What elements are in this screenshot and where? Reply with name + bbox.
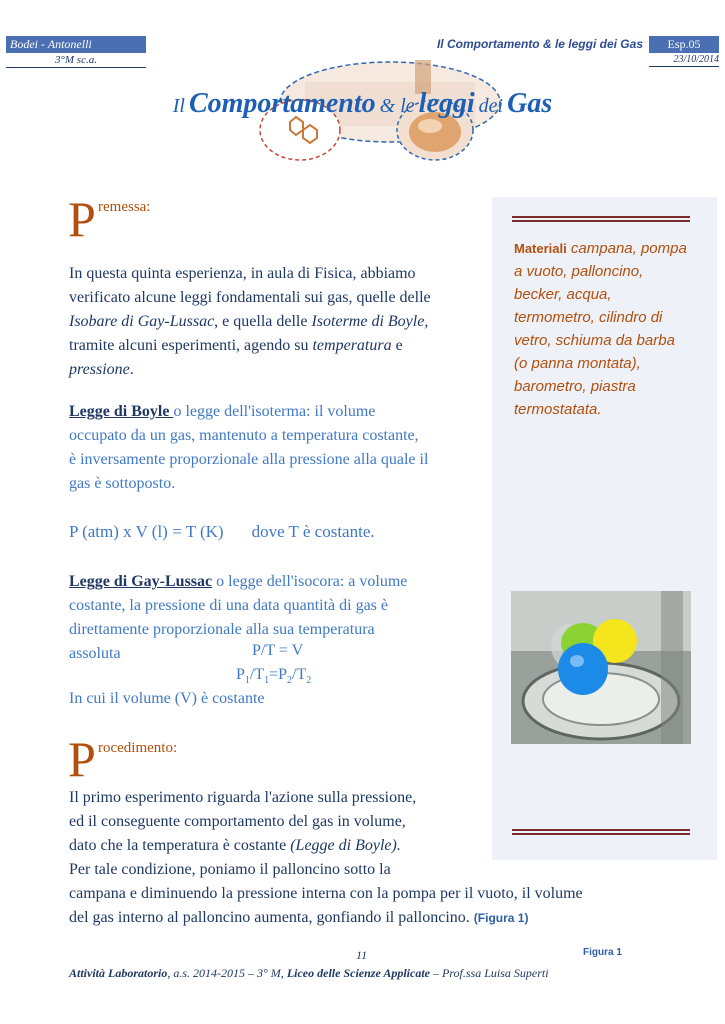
- title-word: Il: [172, 95, 185, 117]
- text-line: [69, 570, 407, 594]
- premessa-paragraph: [69, 262, 431, 382]
- procedimento-dropcap: P: [68, 731, 96, 787]
- footer-school: Liceo delle Scienze Applicate: [286, 966, 430, 980]
- text-line: [69, 400, 428, 424]
- gaylussac-formula-2: [236, 666, 311, 686]
- emphasis: pressione: [69, 361, 130, 378]
- footer-year: , a.s. 2014-2015 – 3° M,: [167, 966, 287, 980]
- materials-text: campana, pompa a vuoto, palloncino, becker, acqua, termometro, cilindro di vetro, schiuma da barba (o panna montata), barometro, piastra termostatata.: [514, 240, 687, 418]
- text-line: costante, la pressione di una data quantità di gas è: [69, 597, 389, 614]
- formula-part: =P: [269, 666, 288, 683]
- gaylussac-paragraph: [69, 570, 407, 666]
- figure-reference: (Figura 1): [473, 911, 529, 925]
- formula-text: P (atm) x V (l) = T (K): [69, 522, 224, 541]
- formula-part: /T: [292, 666, 307, 683]
- text-run: o legge dell'isoterma: il volume: [173, 403, 376, 420]
- header-class: 3°M sc.a.: [6, 53, 146, 68]
- text-run: del gas interno al palloncino aumenta, gonfiando il palloncino.: [69, 909, 474, 926]
- gaylussac-law-title: Legge di Gay-Lussac: [69, 573, 213, 590]
- text-line: ed il conseguente comportamento del gas in volume,: [69, 813, 406, 830]
- emphasis: Isobare di Gay-Lussac: [69, 313, 215, 330]
- boyle-formula: [69, 522, 375, 542]
- boyle-law-title: Legge di Boyle: [69, 403, 174, 420]
- text-line: In questa quinta esperienza, in aula di Fisica, abbiamo: [69, 265, 416, 282]
- text-line: gas è sottoposto.: [69, 475, 176, 492]
- premessa-dropcap: P: [68, 191, 96, 247]
- footer-teacher: – Prof.ssa Luisa Superti: [430, 966, 549, 980]
- materials-list: [514, 237, 690, 421]
- text-run: tramite alcuni esperimenti, agendo su: [69, 337, 313, 354]
- title-word: Comportamento: [188, 88, 376, 119]
- balloon-photo: [511, 591, 691, 744]
- header-date: 23/10/2014: [649, 53, 719, 67]
- gaylussac-formula-1: P/T = V: [252, 642, 304, 659]
- title-word: dei: [478, 95, 504, 117]
- text-line: assoluta: [69, 645, 121, 662]
- text-line: [69, 334, 431, 358]
- text-line: Il primo esperimento riguarda l'azione sulla pressione,: [69, 789, 417, 806]
- formula-note: dove T è costante.: [251, 522, 375, 541]
- text-run: .: [129, 361, 134, 378]
- formula-part: /T: [249, 666, 265, 683]
- subscript: 1: [244, 675, 250, 687]
- text-line: occupato da un gas, mantenuto a temperatura costante,: [69, 427, 419, 444]
- text-run: o legge dell'isocora: a volume: [212, 573, 408, 590]
- subscript: 2: [287, 675, 293, 687]
- page-footer: [69, 966, 549, 981]
- materials-label: Materiali: [514, 241, 567, 256]
- emphasis: Isoterme di Boyle,: [311, 313, 429, 330]
- text-line: [69, 358, 431, 382]
- figure-caption: Figura 1: [583, 947, 622, 958]
- header-authors: Bodei - Antonelli: [6, 36, 146, 53]
- header-experiment: Esp.05: [649, 36, 719, 53]
- text-line: campana e diminuendo la pressione interna con la pompa per il vuoto, il volume: [69, 885, 583, 902]
- text-line: [69, 310, 431, 334]
- formula-part: P: [236, 666, 245, 683]
- premessa-heading: remessa:: [98, 199, 151, 215]
- title-word: Gas: [507, 88, 553, 119]
- subscript: 1: [264, 675, 270, 687]
- page-number: 11: [356, 948, 368, 962]
- text-line: è inversamente proporzionale alla pressione alla quale il: [69, 451, 429, 468]
- procedimento-paragraph: [69, 786, 583, 930]
- emphasis: temperatura: [312, 337, 392, 354]
- emphasis: (Legge di Boyle).: [290, 837, 401, 854]
- text-line: direttamente proporzionale alla sua temperatura: [69, 621, 375, 638]
- title-word: & le: [379, 95, 415, 117]
- text-run: e: [391, 337, 403, 354]
- text-line: [69, 834, 583, 858]
- header-doc-title: Il Comportamento & le leggi dei Gas: [436, 37, 643, 51]
- text-run: , e quella delle: [214, 313, 312, 330]
- title-word: leggi: [418, 88, 475, 119]
- sidebar-top-rule: [512, 216, 690, 222]
- text-line: verificato alcune leggi fondamentali sui gas, quelle delle: [69, 289, 431, 306]
- gaylussac-note: In cui il volume (V) è costante: [69, 690, 265, 707]
- text-line: [69, 906, 583, 930]
- footer-activity: Attività Laboratorio: [69, 966, 168, 980]
- document-title: [0, 88, 725, 120]
- subscript: 2: [306, 675, 312, 687]
- text-line: Per tale condizione, poniamo il palloncino sotto la: [69, 861, 391, 878]
- text-run: dato che la temperatura è costante: [69, 837, 291, 854]
- boyle-paragraph: [69, 400, 428, 496]
- procedimento-heading: rocedimento:: [98, 740, 178, 756]
